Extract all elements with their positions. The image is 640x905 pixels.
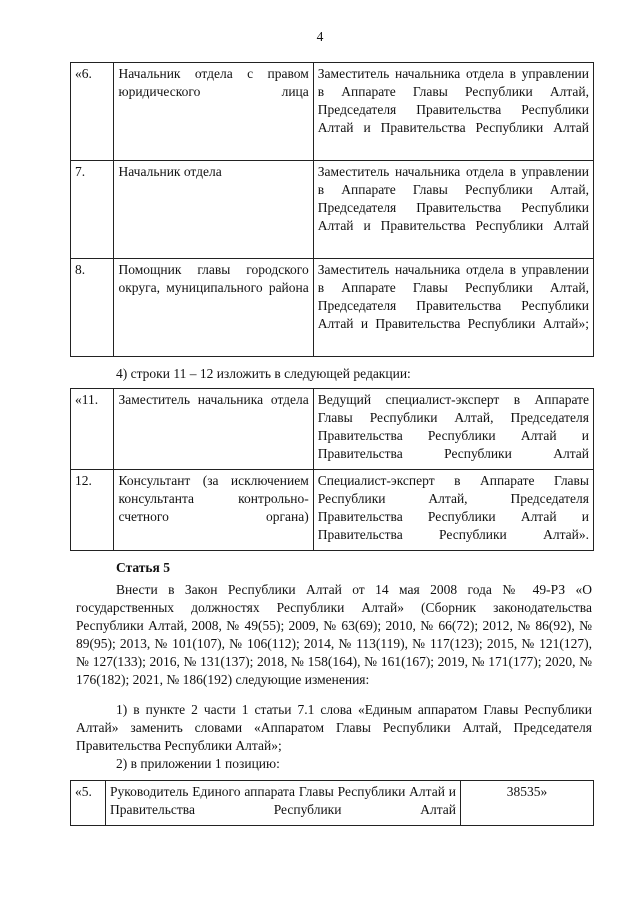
positions-table-2 [70,388,594,551]
position-name: Помощник главы городского округа, муниципального района [114,259,313,357]
position-name: Консультант (за исключением консультанта контрольно-счетного органа) [114,470,313,551]
table-row [71,161,594,259]
row-number: 8. [71,259,114,357]
equivalent-position: Заместитель начальника отдела в управлении в Аппарате Главы Республики Алтай, Председателя Правительства Республики Алтай и Правительства Республики Алтай [313,63,593,161]
table-row [71,470,594,551]
table-row [71,259,594,357]
position-name: Начальник отдела [114,161,313,259]
row-number: «11. [71,389,114,470]
equivalent-position: Специалист-эксперт в Аппарате Главы Республики Алтай, Председателя Правительства Республики Алтай и Правительства Республики Алтай». [313,470,593,551]
point-1-text: 1) в пункте 2 части 1 статьи 7.1 слова «Единым аппаратом Главы Республики Алтай» заменить словами «Аппаратом Главы Республики Алтай, Председателя Правительства Республики Алтай»; [76,702,592,753]
point-2-text: 2) в приложении 1 позицию: [116,756,280,771]
article-body: Внести в Закон Республики Алтай от 14 мая 2008 года № 49-РЗ «О государственных должностях Республики Алтай» (Сборник законодательства Республики Алтай, 2008, № 49(55); 2009, № 63(69); 2010, № 66(72); 2012, № 86(92), № 89(95); 2013, № 101(107), № 106(112); 2014, № 113(119), № 117(123); 2015, № 121(127), № 127(133); 2016, № 131(137); 2018, № 158(164), № 161(167); 2019, № 171(177); 2020, № 176(182); 2021, № 186(192) следующие изменения: [76,582,592,687]
row-number: «6. [71,63,114,161]
salary-table [70,780,594,826]
equivalent-position: Заместитель начальника отдела в управлении в Аппарате Главы Республики Алтай, Председателя Правительства Республики Алтай и Правительства Республики Алтай [313,161,593,259]
page-number: 4 [316,29,324,44]
item-4-text: 4) строки 11 – 12 изложить в следующей редакции: [116,366,411,381]
table-row [71,781,594,826]
row-number: «5. [71,781,106,826]
table-row [71,63,594,161]
article-title: Статья 5 [116,560,170,575]
position-name: Заместитель начальника отдела [114,389,313,470]
position-name: Начальник отдела с правом юридического лица [114,63,313,161]
row-number: 12. [71,470,114,551]
table-row [71,389,594,470]
equivalent-position: Заместитель начальника отдела в управлении в Аппарате Главы Республики Алтай, Председателя Правительства Республики Алтай и Правительства Республики Алтай»; [313,259,593,357]
salary-value: 38535» [461,781,594,826]
positions-table-1 [70,62,594,357]
equivalent-position: Ведущий специалист-эксперт в Аппарате Главы Республики Алтай, Председателя Правительства Республики Алтай и Правительства Республики Алтай [313,389,593,470]
row-number: 7. [71,161,114,259]
position-name: Руководитель Единого аппарата Главы Республики Алтай и Правительства Республики Алтай [106,781,461,826]
